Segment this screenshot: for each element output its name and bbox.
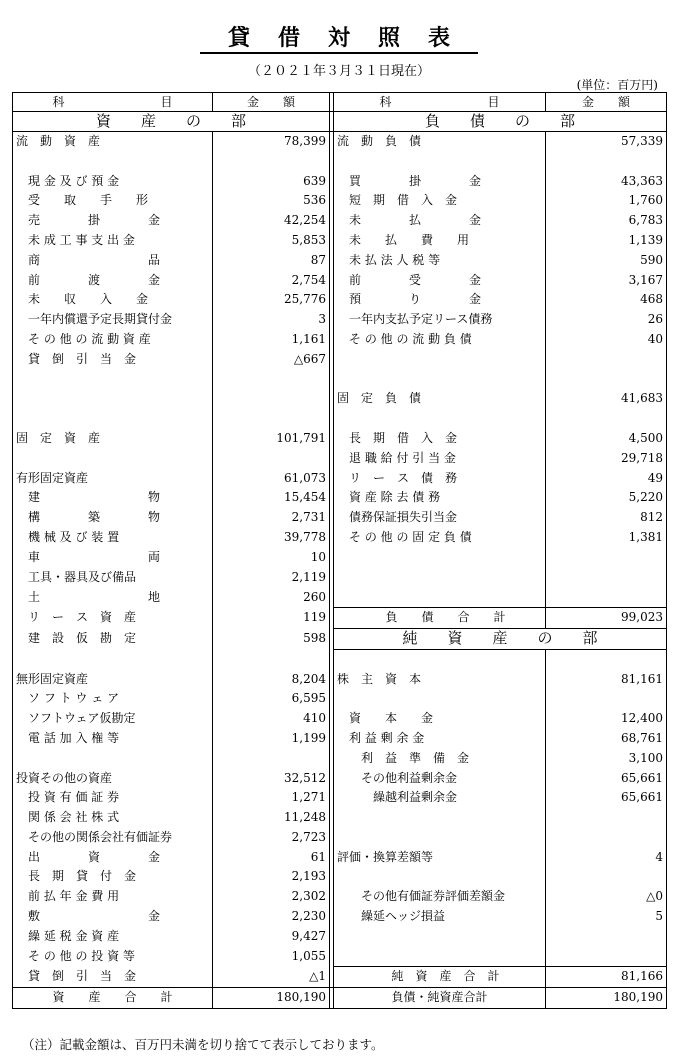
liability-item-amount: 5,220 <box>546 488 667 508</box>
liability-item-amount: 40 <box>546 330 667 350</box>
assets-total-label: 資 産 合 計 <box>13 988 213 1009</box>
table-row <box>13 330 667 350</box>
table-row <box>13 211 667 231</box>
liability-item-label: 資 産 除 去 債 務 <box>334 488 546 508</box>
liability-item-amount: 26 <box>546 310 667 330</box>
liability-item-amount <box>546 587 667 607</box>
asset-item-amount: 639 <box>213 172 330 192</box>
liability-item-label: 未 払 法 人 税 等 <box>334 251 546 271</box>
asset-item-label: 商 品 <box>13 251 213 271</box>
table-row <box>13 350 667 370</box>
liab-net-total-label: 負債・純資産合計 <box>334 988 546 1009</box>
asset-item-amount: 2,119 <box>213 568 330 588</box>
asset-item-label: 投 資 有 価 証 券 <box>13 788 213 808</box>
table-row <box>13 172 667 192</box>
asset-item-amount: 1,055 <box>213 947 330 967</box>
asset-item-amount: 8,204 <box>213 670 330 690</box>
asset-item-amount <box>213 449 330 469</box>
asset-item-amount: 2,302 <box>213 887 330 907</box>
liability-item-amount <box>546 548 667 568</box>
liability-item-label: 利 益 剰 余 金 <box>334 729 546 749</box>
table-row <box>13 689 667 709</box>
liability-total-amount: 99,023 <box>546 608 667 629</box>
table-row <box>13 132 667 152</box>
liability-item-label: 繰延ヘッジ損益 <box>334 907 546 927</box>
liability-item-amount <box>546 867 667 887</box>
asset-item-amount <box>213 389 330 409</box>
asset-item-amount: 6,595 <box>213 689 330 709</box>
asset-item-amount: △667 <box>213 350 330 370</box>
asset-item-label: 受 取 手 形 <box>13 191 213 211</box>
table-row <box>13 628 667 649</box>
table-row <box>13 429 667 449</box>
liability-item-label <box>334 587 546 607</box>
asset-item-label: 土 地 <box>13 587 213 607</box>
asset-item-label: 貸 倒 引 当 金 <box>13 350 213 370</box>
liability-item-label: 長 期 借 入 金 <box>334 429 546 449</box>
liability-item-label: 資 本 金 <box>334 709 546 729</box>
liability-item-amount: 68,761 <box>546 729 667 749</box>
asset-item-label: 長 期 貸 付 金 <box>13 867 213 887</box>
asset-item-amount <box>213 370 330 390</box>
asset-item-label: 現 金 及 び 預 金 <box>13 172 213 192</box>
balance-sheet-table <box>12 92 667 1009</box>
table-row <box>13 848 667 868</box>
liability-item-amount <box>546 568 667 588</box>
table-row <box>13 389 667 409</box>
table-row <box>13 749 667 769</box>
table-row <box>13 469 667 489</box>
liability-item-amount <box>546 409 667 429</box>
table-row <box>13 907 667 927</box>
asset-item-label: 構 築 物 <box>13 508 213 528</box>
asset-item-label: 一年内償還予定長期貸付金 <box>13 310 213 330</box>
liability-item-amount: 812 <box>546 508 667 528</box>
asset-item-amount: △1 <box>213 967 330 988</box>
liability-item-amount <box>546 808 667 828</box>
asset-item-label: 電 話 加 入 権 等 <box>13 729 213 749</box>
asset-item-amount: 2,723 <box>213 828 330 848</box>
liability-item-amount <box>546 350 667 370</box>
asset-item-label: 車 両 <box>13 548 213 568</box>
liability-item-label <box>334 370 546 390</box>
liability-item-amount: 65,661 <box>546 769 667 789</box>
asset-item-label: 敷 金 <box>13 907 213 927</box>
asset-item-label: 投資その他の資産 <box>13 769 213 789</box>
asset-item-amount: 32,512 <box>213 769 330 789</box>
asset-item-amount: 15,454 <box>213 488 330 508</box>
liability-item-amount <box>546 370 667 390</box>
liability-item-amount: 41,683 <box>546 389 667 409</box>
asset-item-label: 未 収 入 金 <box>13 290 213 310</box>
liability-item-label: 一年内支払予定リース債務 <box>334 310 546 330</box>
asset-item-label: 固 定 資 産 <box>13 429 213 449</box>
table-row <box>13 828 667 848</box>
table-row <box>13 251 667 271</box>
asset-item-amount: 410 <box>213 709 330 729</box>
asset-item-label: 機 械 及 び 装 置 <box>13 528 213 548</box>
table-row <box>13 152 667 172</box>
liability-item-amount <box>546 927 667 947</box>
table-row <box>13 947 667 967</box>
report-date: （２０２１年３月３１日現在） <box>247 64 430 79</box>
liability-item-amount: 81,161 <box>546 670 667 690</box>
table-row <box>13 310 667 330</box>
asset-item-amount: 11,248 <box>213 808 330 828</box>
header-amount-left: 金 額 <box>213 93 330 112</box>
liability-item-label: そ の 他 の 固 定 負 債 <box>334 528 546 548</box>
liability-item-label: その他有価証券評価差額金 <box>334 887 546 907</box>
liability-item-amount: 65,661 <box>546 788 667 808</box>
asset-item-amount: 2,731 <box>213 508 330 528</box>
liability-item-amount: 590 <box>546 251 667 271</box>
asset-item-amount: 1,161 <box>213 330 330 350</box>
liability-item-amount: 1,760 <box>546 191 667 211</box>
asset-item-label <box>13 370 213 390</box>
asset-item-amount <box>213 649 330 669</box>
liability-total-label: 負 債 合 計 <box>334 608 546 629</box>
liability-item-amount: 3,100 <box>546 749 667 769</box>
liability-item-amount <box>546 828 667 848</box>
liability-item-label <box>334 689 546 709</box>
asset-item-amount: 536 <box>213 191 330 211</box>
asset-item-amount: 2,230 <box>213 907 330 927</box>
liability-item-label <box>334 927 546 947</box>
liability-item-label: そ の 他 の 流 動 負 債 <box>334 330 546 350</box>
asset-item-label <box>13 649 213 669</box>
liability-item-amount <box>546 152 667 172</box>
liability-item-amount: 1,381 <box>546 528 667 548</box>
liability-item-label <box>334 350 546 370</box>
table-row <box>13 370 667 390</box>
asset-item-amount <box>213 409 330 429</box>
assets-section-title: 資 産 の 部 <box>13 112 330 132</box>
asset-item-amount: 598 <box>213 628 330 649</box>
liability-item-label: リ ー ス 債 務 <box>334 469 546 489</box>
table-row <box>13 769 667 789</box>
table-row <box>13 587 667 607</box>
liability-item-label: 固 定 負 債 <box>334 389 546 409</box>
liability-item-label <box>334 867 546 887</box>
table-row <box>13 788 667 808</box>
table-row <box>13 709 667 729</box>
assets-total-amount: 180,190 <box>213 988 330 1009</box>
table-row <box>13 867 667 887</box>
liability-item-amount: 3,167 <box>546 271 667 291</box>
table-row <box>13 568 667 588</box>
liability-item-label: 未 払 金 <box>334 211 546 231</box>
liability-item-label: 流 動 負 債 <box>334 132 546 152</box>
liability-item-amount <box>546 947 667 967</box>
asset-item-amount: 9,427 <box>213 927 330 947</box>
table-row <box>13 508 667 528</box>
liability-item-amount <box>546 649 667 669</box>
asset-item-amount: 87 <box>213 251 330 271</box>
asset-item-amount: 2,754 <box>213 271 330 291</box>
asset-item-label: 貸 倒 引 当 金 <box>13 967 213 988</box>
asset-item-label: ソフトウェア仮勘定 <box>13 709 213 729</box>
asset-item-label: 前 渡 金 <box>13 271 213 291</box>
table-row <box>13 449 667 469</box>
liability-item-label <box>334 828 546 848</box>
section-header-row <box>13 112 667 132</box>
asset-item-amount: 10 <box>213 548 330 568</box>
net-assets-section-title: 純 資 産 の 部 <box>334 628 667 649</box>
liability-item-label: 短 期 借 入 金 <box>334 191 546 211</box>
asset-item-amount: 1,199 <box>213 729 330 749</box>
table-row <box>13 608 667 629</box>
asset-item-label: 建 物 <box>13 488 213 508</box>
liability-item-label <box>334 152 546 172</box>
table-row <box>13 808 667 828</box>
footnote: （注）記載金額は、百万円未満を切り捨てて表示しております。 <box>22 1037 384 1052</box>
liability-item-amount <box>546 689 667 709</box>
liability-item-amount: 5 <box>546 907 667 927</box>
header-amount-right: 金 額 <box>546 93 667 112</box>
asset-item-label: 繰 延 税 金 資 産 <box>13 927 213 947</box>
liability-item-amount: 468 <box>546 290 667 310</box>
table-row <box>13 729 667 749</box>
asset-item-label: 関 係 会 社 株 式 <box>13 808 213 828</box>
liability-total-amount: 81,166 <box>546 967 667 988</box>
table-row <box>13 271 667 291</box>
liability-item-label: 利 益 準 備 金 <box>334 749 546 769</box>
table-row <box>13 649 667 669</box>
asset-item-label: そ の 他 の 流 動 資 産 <box>13 330 213 350</box>
liability-item-label <box>334 409 546 429</box>
asset-item-label: そ の 他 の 投 資 等 <box>13 947 213 967</box>
liability-item-label <box>334 808 546 828</box>
asset-item-label <box>13 449 213 469</box>
liability-item-amount: △0 <box>546 887 667 907</box>
column-header-row <box>13 93 667 112</box>
asset-item-amount: 25,776 <box>213 290 330 310</box>
liability-item-label: 買 掛 金 <box>334 172 546 192</box>
unit-label: (単位：百万円) <box>576 78 658 92</box>
asset-item-amount: 5,853 <box>213 231 330 251</box>
asset-item-label: 建 設 仮 勘 定 <box>13 628 213 649</box>
liability-item-label <box>334 568 546 588</box>
header-item-right: 科 目 <box>334 93 546 112</box>
table-row <box>13 488 667 508</box>
asset-item-amount: 3 <box>213 310 330 330</box>
liabilities-section-title: 負 債 の 部 <box>334 112 667 132</box>
asset-item-label: その他の関係会社有価証券 <box>13 828 213 848</box>
table-row <box>13 967 667 988</box>
asset-item-amount: 1,271 <box>213 788 330 808</box>
asset-item-amount <box>213 152 330 172</box>
liability-item-amount: 4,500 <box>546 429 667 449</box>
liability-item-label: その他利益剰余金 <box>334 769 546 789</box>
asset-item-label: 未 成 工 事 支 出 金 <box>13 231 213 251</box>
asset-item-amount: 119 <box>213 608 330 629</box>
asset-item-label: 売 掛 金 <box>13 211 213 231</box>
liability-item-amount: 57,339 <box>546 132 667 152</box>
asset-item-label: 流 動 資 産 <box>13 132 213 152</box>
header-item-left: 科 目 <box>13 93 213 112</box>
asset-item-label: 工具・器具及び備品 <box>13 568 213 588</box>
liability-item-label: 株 主 資 本 <box>334 670 546 690</box>
asset-item-label: リ ー ス 資 産 <box>13 608 213 629</box>
liability-item-label: 評価・換算差額等 <box>334 848 546 868</box>
asset-item-label <box>13 749 213 769</box>
liability-total-label: 純 資 産 合 計 <box>334 967 546 988</box>
liability-item-amount: 12,400 <box>546 709 667 729</box>
table-row <box>13 887 667 907</box>
liability-item-amount: 1,139 <box>546 231 667 251</box>
liability-item-label: 退 職 給 付 引 当 金 <box>334 449 546 469</box>
table-row <box>13 290 667 310</box>
asset-item-amount: 39,778 <box>213 528 330 548</box>
table-row <box>13 528 667 548</box>
liability-item-amount: 6,783 <box>546 211 667 231</box>
liability-item-amount: 4 <box>546 848 667 868</box>
grand-total-row <box>13 988 667 1009</box>
asset-item-amount: 78,399 <box>213 132 330 152</box>
asset-item-label <box>13 389 213 409</box>
liability-item-amount: 29,718 <box>546 449 667 469</box>
table-row <box>13 670 667 690</box>
asset-item-amount: 42,254 <box>213 211 330 231</box>
asset-item-amount <box>213 749 330 769</box>
table-row <box>13 927 667 947</box>
asset-item-amount: 260 <box>213 587 330 607</box>
liability-item-label: 債務保証損失引当金 <box>334 508 546 528</box>
asset-item-label: 前 払 年 金 費 用 <box>13 887 213 907</box>
liability-item-label <box>334 548 546 568</box>
asset-item-label <box>13 152 213 172</box>
table-row <box>13 548 667 568</box>
liability-item-label: 繰越利益剰余金 <box>334 788 546 808</box>
asset-item-label: 無形固定資産 <box>13 670 213 690</box>
liability-item-label: 預 り 金 <box>334 290 546 310</box>
liability-item-label <box>334 947 546 967</box>
asset-item-label: ソ フ ト ウ ェ ア <box>13 689 213 709</box>
asset-item-label <box>13 409 213 429</box>
liability-item-amount: 43,363 <box>546 172 667 192</box>
table-row <box>13 409 667 429</box>
asset-item-label: 有形固定資産 <box>13 469 213 489</box>
liab-net-total-amount: 180,190 <box>546 988 667 1009</box>
liability-item-label <box>334 649 546 669</box>
asset-item-amount: 2,193 <box>213 867 330 887</box>
document-title: 貸借対照表 <box>0 24 678 54</box>
asset-item-amount: 101,791 <box>213 429 330 449</box>
liability-item-label: 前 受 金 <box>334 271 546 291</box>
asset-item-label: 出 資 金 <box>13 848 213 868</box>
table-row <box>13 231 667 251</box>
liability-item-label: 未 払 費 用 <box>334 231 546 251</box>
asset-item-amount: 61 <box>213 848 330 868</box>
liability-item-amount: 49 <box>546 469 667 489</box>
table-row <box>13 191 667 211</box>
asset-item-amount: 61,073 <box>213 469 330 489</box>
